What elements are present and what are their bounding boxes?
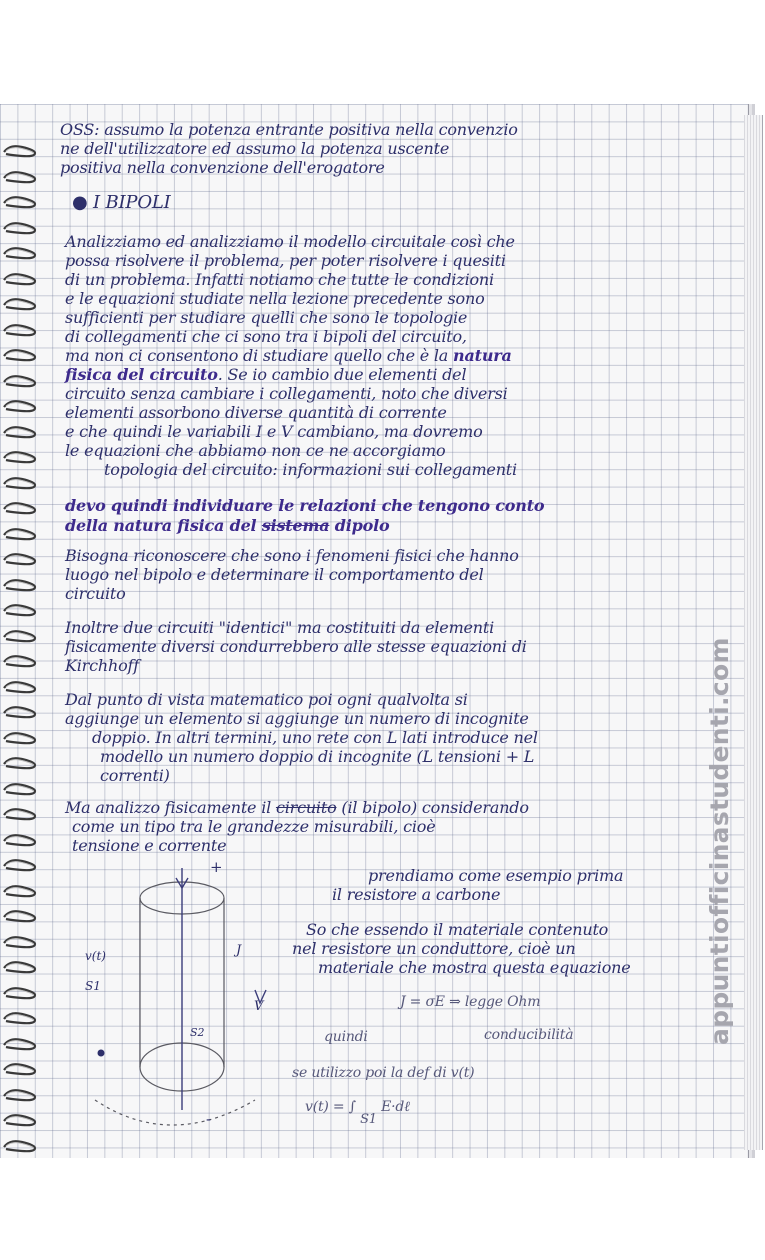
natura-highlight: natura xyxy=(453,346,512,365)
formula-v xyxy=(305,1099,410,1127)
matematico-line-1: Dal punto di vista matematico poi ogni qualvolta si xyxy=(65,690,468,709)
para1-line-8 xyxy=(65,367,466,383)
section-title-row xyxy=(72,194,171,212)
sketch-v-label: v(t) xyxy=(85,949,106,963)
bullet-icon: ● xyxy=(72,192,94,213)
matematico-line-2: aggiunge un elemento si aggiunge un numero di incognite xyxy=(65,709,529,728)
spiral-ring-icon xyxy=(2,449,38,464)
sketch-s1-label: S1 xyxy=(85,979,101,993)
sketch-minus: - xyxy=(206,1110,212,1128)
spiral-ring-icon xyxy=(2,551,38,566)
spiral-ring-icon xyxy=(2,857,38,872)
para1-line-7 xyxy=(65,348,512,364)
sketch-plus: + xyxy=(210,860,223,876)
spiral-ring-icon xyxy=(2,271,38,286)
para1-line-12: le equazioni che abbiamo non ce ne accorgiamo xyxy=(65,441,446,460)
fisica-highlight: fisica del circuito xyxy=(65,365,218,384)
esempio-line-1: prendiamo come esempio prima xyxy=(368,866,624,885)
sketch-v-arrow-label: V xyxy=(254,999,264,1014)
formula-ohm xyxy=(400,995,540,1009)
spiral-ring-icon xyxy=(2,628,38,643)
spiral-ring-icon xyxy=(2,398,38,413)
fisicamente-text-b: (il bipolo) considerando xyxy=(341,798,529,817)
spiral-ring-icon xyxy=(2,679,38,694)
watermark: appuntiofficinastudenti.com xyxy=(705,637,734,1045)
fisicamente-text-a: Ma analizzo fisicamente il xyxy=(65,798,272,817)
kirchhoff-line-2: fisicamente diversi condurrebbero alle stesse equazioni di xyxy=(65,637,527,656)
spiral-ring-icon xyxy=(2,959,38,974)
matematico-line-5: correnti) xyxy=(100,766,170,785)
spiral-ring-icon xyxy=(2,755,38,770)
struck-word: sistema xyxy=(261,516,330,535)
para1-line-4: e le equazioni studiate nella lezione precedente sono xyxy=(65,289,485,308)
para1-line-3: di un problema. Infatti notiamo che tutte le condizioni xyxy=(65,270,494,289)
spiral-ring-icon xyxy=(2,1010,38,1025)
fisicamente-line-3: tensione e corrente xyxy=(72,836,227,855)
spiral-ring-icon xyxy=(2,475,38,490)
spiral-ring-icon xyxy=(2,526,38,541)
formula-v-main: v(t) = ∫ xyxy=(305,1099,356,1115)
spiral-ring-icon xyxy=(2,602,38,617)
spiral-ring-icon xyxy=(2,373,38,388)
fenomeni-line-3: circuito xyxy=(65,584,126,603)
resistor-sketch xyxy=(60,860,300,1135)
section-title: I BIPOLI xyxy=(93,192,171,213)
spiral-ring-icon xyxy=(2,653,38,668)
spiral-ring-icon xyxy=(2,194,38,209)
spiral-ring-icon xyxy=(2,424,38,439)
spiral-ring-icon xyxy=(2,1061,38,1076)
relazioni-line-1: devo quindi individuare le relazioni che tengono conto xyxy=(65,496,545,515)
spiral-ring-icon xyxy=(2,934,38,949)
spiral-ring-icon xyxy=(2,1036,38,1051)
sketch-j-label: J xyxy=(236,943,242,958)
para1-line-6: di collegamenti che ci sono tra i bipoli del circuito, xyxy=(65,327,467,346)
para1-line-1: Analizziamo ed analizziamo il modello circuitale così che xyxy=(65,232,515,251)
para1-line-9: circuito senza cambiare i collegamenti, noto che diversi xyxy=(65,384,508,403)
spiral-ring-icon xyxy=(2,806,38,821)
para1-line-8-text: . Se io cambio due elementi del xyxy=(217,365,467,384)
spiral-ring-icon xyxy=(2,1112,38,1127)
page-stack-edge xyxy=(744,115,763,1150)
fenomeni-line-1: Bisogna riconoscere che sono i fenomeni fisici che hanno xyxy=(65,546,519,565)
para1-line-7-text: ma non ci consentono di studiare quello che è la xyxy=(65,346,449,365)
sketch-s2-label: S2 xyxy=(190,1026,205,1039)
para1-line-5: sufficienti per studiare quelli che sono le topologie xyxy=(65,308,468,327)
formula-v-intro: se utilizzo poi la def di v(t) xyxy=(292,1065,475,1081)
spiral-ring-icon xyxy=(2,220,38,235)
formula-law-note: ⇒ legge Ohm xyxy=(449,994,541,1010)
formula-quindi: quindi xyxy=(324,1029,368,1045)
spiral-ring-icon xyxy=(2,245,38,260)
para1-line-2: possa risolvere il problema, per poter risolvere i quesiti xyxy=(65,251,506,270)
para1-line-10: elementi assorbono diverse quantità di corrente xyxy=(65,403,447,422)
spiral-ring-icon xyxy=(2,169,38,184)
spiral-ring-icon xyxy=(2,1138,38,1153)
spiral-ring-icon xyxy=(2,781,38,796)
matematico-line-3: doppio. In altri termini, uno rete con L lati introduce nel xyxy=(92,728,538,747)
oss-line-3: positiva nella convenzione dell'erogatore xyxy=(60,158,385,177)
formula-conducibilita: conducibilità xyxy=(484,1027,574,1043)
oss-line-2: ne dell'utilizzatore ed assumo la potenza uscente xyxy=(60,139,450,158)
spiral-ring-icon xyxy=(2,322,38,337)
fisicamente-line-2: come un tipo tra le grandezze misurabili, cioè xyxy=(72,817,436,836)
conduttore-line-1: So che essendo il materiale contenuto xyxy=(306,920,609,939)
spiral-ring-icon xyxy=(2,1087,38,1102)
kirchhoff-line-3: Kirchhoff xyxy=(65,656,139,675)
spiral-ring-icon xyxy=(2,908,38,923)
contact-dot-icon xyxy=(98,1050,105,1057)
conduttore-line-2: nel resistore un conduttore, cioè un xyxy=(292,939,576,958)
return-path xyxy=(95,1100,255,1125)
fisicamente-line-1 xyxy=(65,800,529,816)
oss-line-1: OSS: assumo la potenza entrante positiva nella convenzio xyxy=(60,120,518,139)
topologia-line: topologia del circuito: informazioni sui collegamenti xyxy=(104,460,517,479)
struck-circuito: circuito xyxy=(275,798,337,817)
relazioni-line-2 xyxy=(65,518,389,534)
formula-v-integrand: E·dℓ xyxy=(381,1099,410,1115)
spiral-ring-icon xyxy=(2,296,38,311)
formula-law: J = σE xyxy=(400,994,445,1010)
spiral-ring-icon xyxy=(2,577,38,592)
spiral-ring-icon xyxy=(2,704,38,719)
spiral-ring-icon xyxy=(2,730,38,745)
spiral-ring-icon xyxy=(2,832,38,847)
spiral-ring-icon xyxy=(2,347,38,362)
para1-line-11: e che quindi le variabili I e V cambiano, ma dovremo xyxy=(65,422,483,441)
formula-v-sub: S1 xyxy=(360,1112,377,1127)
esempio-line-2: il resistore a carbone xyxy=(332,885,501,904)
kirchhoff-line-1: Inoltre due circuiti "identici" ma costituiti da elementi xyxy=(65,618,495,637)
spiral-ring-icon xyxy=(2,143,38,158)
spiral-ring-icon xyxy=(2,985,38,1000)
spiral-ring-icon xyxy=(2,883,38,898)
fenomeni-line-2: luogo nel bipolo e determinare il comportamento del xyxy=(65,565,484,584)
spiral-ring-icon xyxy=(2,500,38,515)
matematico-line-4: modello un numero doppio di incognite (L tensioni + L xyxy=(100,747,535,766)
conduttore-line-3: materiale che mostra questa equazione xyxy=(318,958,631,977)
relazioni-line-2-text: della natura fisica del xyxy=(65,516,257,535)
dipolo-word: dipolo xyxy=(334,516,390,535)
